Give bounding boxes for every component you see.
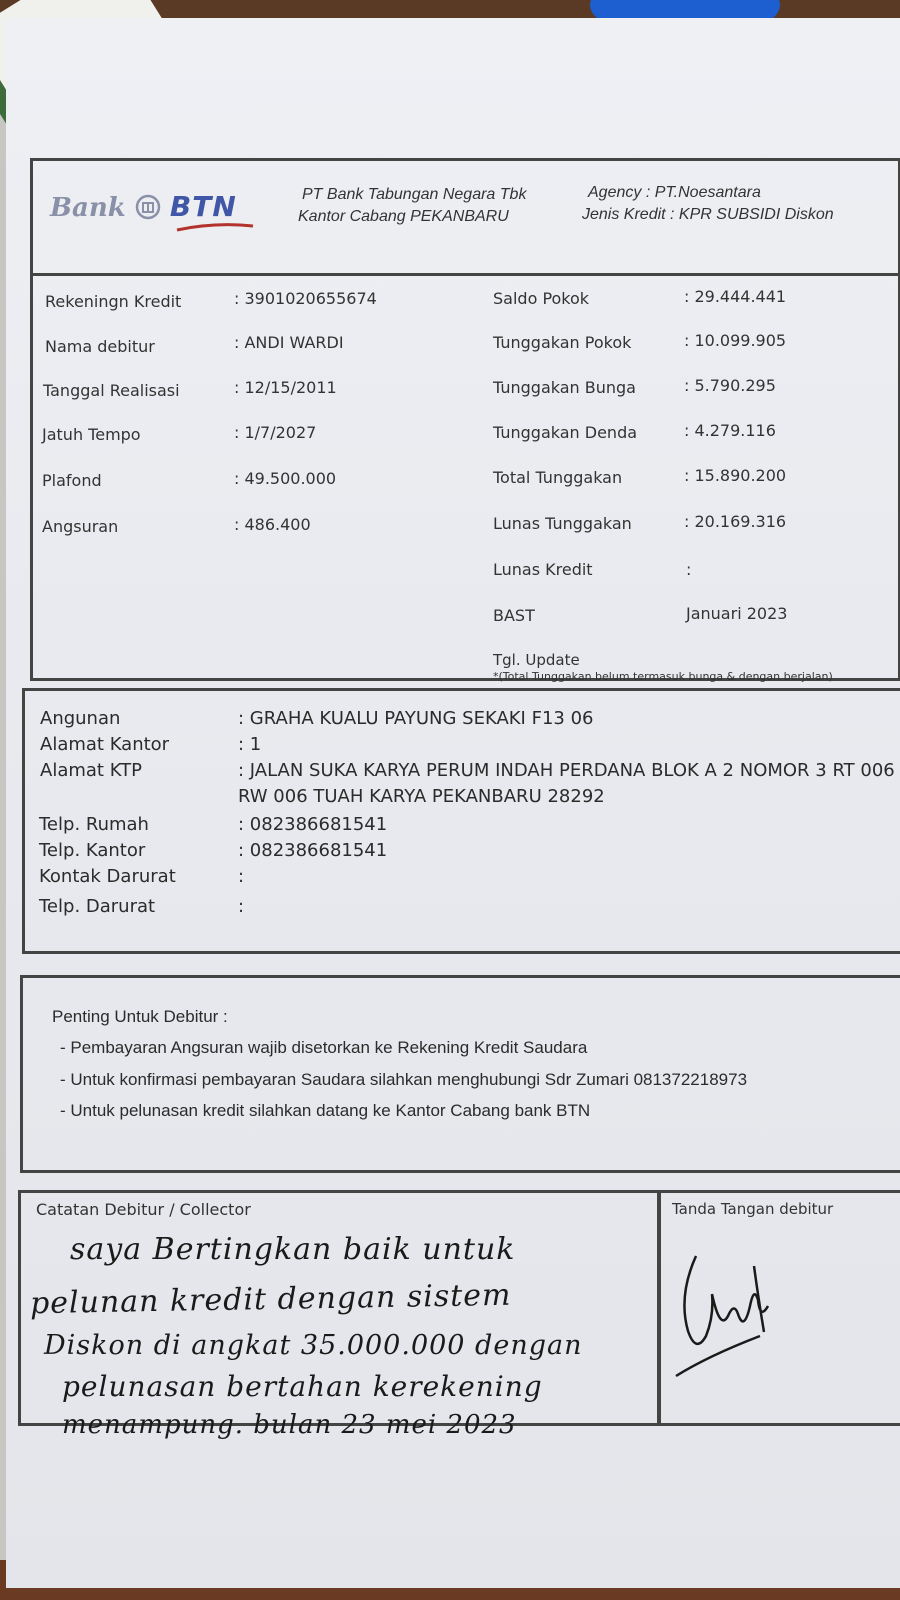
handwritten-note-line: menampung. bulan 23 mei 2023 (62, 1410, 517, 1440)
field-value-installment: : 486.400 (234, 515, 311, 534)
field-label-installment: Angsuran (42, 517, 119, 536)
notice-item: - Untuk pelunasan kredit silahkan datang ke Kantor Cabang bank BTN (60, 1101, 591, 1120)
field-label-due-date: Jatuh Tempo (42, 425, 141, 444)
field-label-principal-balance: Saldo Pokok (493, 289, 590, 308)
debtor-signature (668, 1236, 788, 1386)
field-label-realization-date: Tanggal Realisasi (43, 381, 180, 400)
field-value-bast: Januari 2023 (686, 604, 788, 623)
field-value-home-phone: : 082386681541 (238, 814, 388, 835)
field-value-office-phone: : 082386681541 (238, 840, 388, 861)
field-label-total-arrears: Total Tunggakan (493, 468, 623, 487)
notice-item: - Pembayaran Angsuran wajib disetorkan ke Rekening Kredit Saudara (60, 1038, 588, 1057)
field-label-emergency-contact: Kontak Darurat (39, 866, 176, 887)
field-label-arrears-payoff: Lunas Tunggakan (493, 514, 632, 533)
field-value-credit-payoff: : (686, 560, 692, 579)
field-label-credit-payoff: Lunas Kredit (493, 560, 593, 579)
field-label-account: Rekeningn Kredit (45, 292, 182, 311)
field-value-total-arrears: : 15.890.200 (684, 466, 787, 485)
field-label-collateral: Angunan (40, 708, 121, 729)
field-value-arrears-payoff: : 20.169.316 (684, 512, 787, 531)
field-label-principal-arrears: Tunggakan Pokok (493, 333, 632, 352)
field-label-update-date: Tgl. Update (493, 651, 580, 669)
notice-item: - Untuk konfirmasi pembayaran Saudara silahkan menghubungi Sdr Zumari 081372218973 (60, 1070, 748, 1089)
handwritten-note-line: Diskon di angkat 35.000.000 dengan (44, 1330, 583, 1361)
notice-title: Penting Untuk Debitur : (52, 1007, 228, 1026)
field-label-home-phone: Telp. Rumah (39, 814, 149, 835)
logo-swoosh-icon (175, 222, 255, 232)
field-value-interest-arrears: : 5.790.295 (684, 376, 776, 395)
field-label-emergency-phone: Telp. Darurat (39, 896, 156, 917)
field-label-office-phone: Telp. Kantor (39, 840, 146, 861)
credit-type: Jenis Kredit : KPR SUBSIDI Diskon (582, 206, 834, 223)
field-label-debtor: Nama debitur (45, 337, 155, 356)
field-value-account: : 3901020655674 (234, 289, 377, 308)
field-label-plafond: Plafond (42, 471, 102, 490)
field-value-plafond: : 49.500.000 (234, 469, 337, 488)
logo-btn-text: BTN (169, 190, 237, 223)
field-value-ktp-address-cont: RW 006 TUAH KARYA PEKANBARU 28292 (238, 786, 605, 807)
field-label-bast: BAST (493, 606, 535, 625)
field-value-office-address: : 1 (238, 734, 262, 755)
agency: Agency : PT.Noesantara (588, 184, 761, 201)
branch-name: Kantor Cabang PEKANBARU (298, 208, 509, 225)
field-value-principal-balance: : 29.444.441 (684, 287, 787, 306)
logo-bank-text: Bank (50, 193, 126, 223)
field-value-debtor: : ANDI WARDI (234, 333, 344, 352)
field-value-collateral: : GRAHA KUALU PAYUNG SEKAKI F13 06 (238, 708, 594, 729)
field-label-ktp-address: Alamat KTP (40, 760, 142, 781)
field-value-realization-date: : 12/15/2011 (234, 378, 337, 397)
notes-label: Catatan Debitur / Collector (36, 1200, 251, 1219)
handwritten-note-line: pelunan kredit dengan sistem (29, 1277, 512, 1322)
field-value-due-date: : 1/7/2027 (234, 423, 317, 442)
bank-building-icon (135, 194, 161, 220)
field-value-penalty-arrears: : 4.279.116 (684, 421, 776, 440)
field-value-ktp-address: : JALAN SUKA KARYA PERUM INDAH PERDANA BLOK A 2 NOMOR 3 RT 006 (238, 760, 895, 781)
field-value-principal-arrears: : 10.099.905 (684, 331, 787, 350)
field-label-interest-arrears: Tunggakan Bunga (493, 378, 636, 397)
field-label-office-address: Alamat Kantor (40, 734, 170, 755)
field-value-emergency-phone: : (238, 896, 245, 917)
field-value-emergency-contact: : (238, 866, 245, 887)
field-label-penalty-arrears: Tunggakan Denda (493, 423, 638, 442)
signature-label: Tanda Tangan debitur (672, 1200, 834, 1218)
handwritten-note-line: pelunasan bertahan kerekening (62, 1370, 543, 1403)
handwritten-note-line: saya Bertingkan baik untuk (70, 1232, 516, 1267)
bank-logo (50, 190, 237, 223)
footnote: *(Total Tunggakan belum termasuk bunga & dengan berjalan) (493, 670, 833, 683)
bank-name: PT Bank Tabungan Negara Tbk (302, 186, 527, 203)
